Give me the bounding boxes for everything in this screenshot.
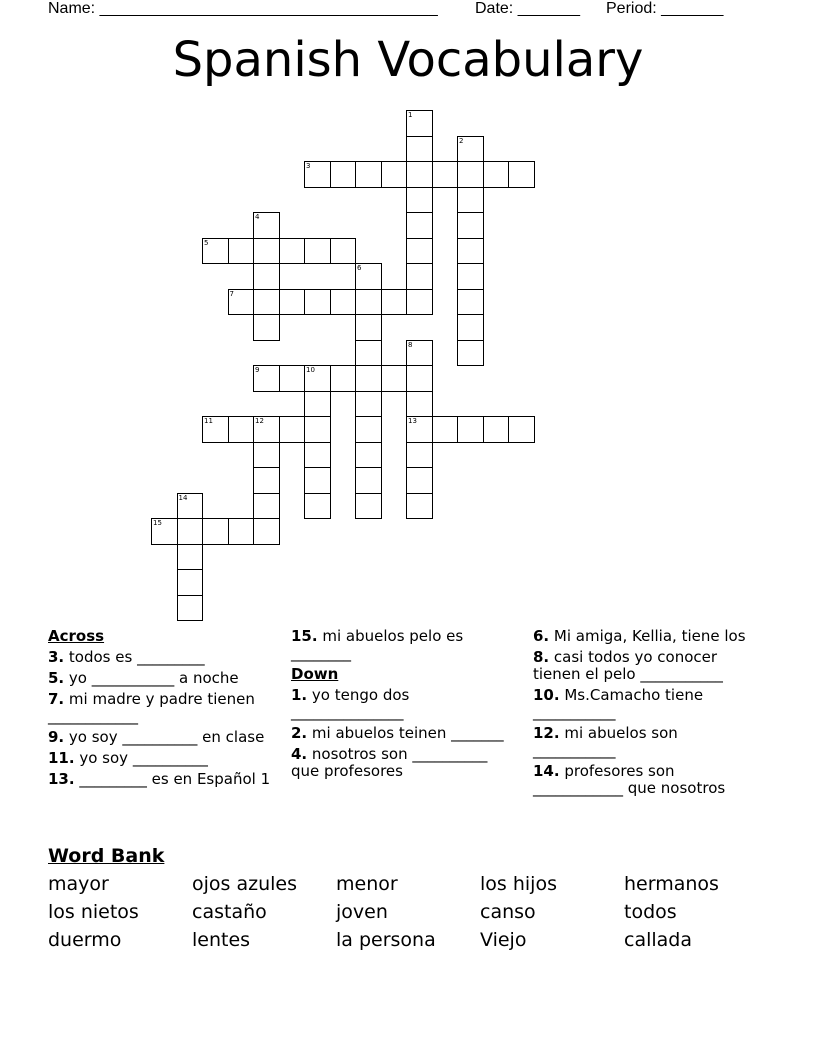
crossword-cell[interactable] bbox=[406, 238, 433, 265]
clue-number: 15. bbox=[291, 627, 318, 645]
crossword-cell[interactable] bbox=[330, 289, 357, 316]
word-bank-item: Viejo bbox=[480, 929, 527, 951]
clue-item bbox=[48, 649, 276, 666]
crossword-cell[interactable] bbox=[406, 161, 433, 188]
crossword-cell[interactable] bbox=[355, 365, 382, 392]
clue-item bbox=[48, 729, 276, 746]
crossword-cell[interactable] bbox=[177, 595, 204, 622]
crossword-cell[interactable] bbox=[355, 161, 382, 188]
crossword-clue-number: 10 bbox=[306, 366, 315, 374]
across-heading: Across bbox=[48, 627, 105, 645]
clue-item bbox=[533, 687, 761, 721]
crossword-cell[interactable] bbox=[279, 416, 306, 443]
crossword-cell[interactable] bbox=[355, 493, 382, 520]
clue-text: yo ___________ a noche bbox=[68, 669, 239, 687]
period-field-label: Period: _______ bbox=[606, 0, 724, 17]
word-bank-item: joven bbox=[336, 901, 388, 923]
name-field-label: Name: ______________________________________ bbox=[48, 0, 438, 17]
clue-item bbox=[48, 771, 276, 788]
clue-text: _________ es en Español 1 bbox=[79, 770, 271, 788]
crossword-cell[interactable] bbox=[304, 416, 331, 443]
crossword-cell[interactable] bbox=[304, 442, 331, 469]
crossword-cell[interactable] bbox=[202, 518, 229, 545]
crossword-cell[interactable] bbox=[304, 467, 331, 494]
crossword-cell[interactable] bbox=[457, 212, 484, 239]
word-bank-item: duermo bbox=[48, 929, 122, 951]
crossword-cell[interactable] bbox=[406, 289, 433, 316]
crossword-cell[interactable] bbox=[330, 161, 357, 188]
crossword-cell[interactable] bbox=[406, 263, 433, 290]
crossword-clue-number: 7 bbox=[229, 289, 234, 298]
crossword-cell[interactable] bbox=[432, 416, 459, 443]
clue-text: casi todos yo conocer tienen el pelo ___________ bbox=[533, 648, 723, 683]
crossword-cell[interactable] bbox=[406, 136, 433, 163]
crossword-cell[interactable] bbox=[228, 416, 255, 443]
crossword-cell[interactable] bbox=[253, 263, 280, 290]
word-bank-item: hermanos bbox=[624, 873, 719, 895]
clue-number: 14. bbox=[533, 762, 560, 780]
clue-item bbox=[533, 725, 761, 759]
crossword-cell[interactable] bbox=[457, 314, 484, 341]
word-bank-item: canso bbox=[480, 901, 536, 923]
word-bank-item: menor bbox=[336, 873, 398, 895]
down-heading: Down bbox=[291, 665, 339, 683]
clue-item bbox=[291, 746, 513, 780]
clue-number: 1. bbox=[291, 686, 308, 704]
clue-item bbox=[48, 670, 276, 687]
crossword-clue-number: 1 bbox=[408, 111, 413, 119]
crossword-clue-number: 12 bbox=[255, 417, 264, 425]
crossword-cell[interactable] bbox=[355, 340, 382, 367]
word-bank-item: los nietos bbox=[48, 901, 139, 923]
crossword-cell[interactable] bbox=[330, 238, 357, 265]
clue-text: Ms.Camacho tiene ___________ bbox=[533, 686, 704, 721]
crossword-cell[interactable] bbox=[253, 493, 280, 520]
clue-item bbox=[291, 687, 513, 721]
crossword-cell[interactable] bbox=[457, 161, 484, 188]
clues-column-1 bbox=[48, 628, 276, 792]
crossword-cell[interactable] bbox=[457, 263, 484, 290]
crossword-cell[interactable] bbox=[406, 467, 433, 494]
crossword-cell[interactable] bbox=[457, 416, 484, 443]
word-bank-item: ojos azules bbox=[192, 873, 297, 895]
clue-number: 2. bbox=[291, 724, 308, 742]
crossword-cell[interactable] bbox=[253, 314, 280, 341]
crossword-cell[interactable] bbox=[253, 467, 280, 494]
crossword-cell[interactable] bbox=[279, 365, 306, 392]
crossword-cell[interactable] bbox=[457, 289, 484, 316]
crossword-clue-number: 4 bbox=[255, 213, 260, 221]
clue-number: 12. bbox=[533, 724, 560, 742]
crossword-cell[interactable] bbox=[406, 212, 433, 239]
crossword-cell[interactable] bbox=[228, 238, 255, 265]
clue-number: 8. bbox=[533, 648, 550, 666]
clue-text: mi abuelos pelo es ________ bbox=[291, 627, 464, 662]
crossword-clue-number: 5 bbox=[204, 238, 209, 247]
word-bank bbox=[48, 872, 788, 952]
clue-text: todos es _________ bbox=[68, 648, 205, 666]
crossword-cell[interactable] bbox=[253, 518, 280, 545]
crossword-cell[interactable] bbox=[330, 365, 357, 392]
clue-item bbox=[48, 750, 276, 767]
clue-number: 4. bbox=[291, 745, 308, 763]
crossword-cell[interactable] bbox=[228, 518, 255, 545]
word-bank-item: callada bbox=[624, 929, 692, 951]
clue-text: profesores son ____________ que nosotros bbox=[533, 762, 726, 797]
crossword-clue-number: 11 bbox=[204, 417, 213, 425]
crossword-clue-number: 14 bbox=[178, 493, 188, 502]
crossword-cell[interactable] bbox=[355, 289, 382, 316]
crossword-cell[interactable] bbox=[483, 161, 510, 188]
word-bank-item: la persona bbox=[336, 929, 436, 951]
crossword-clue-number: 9 bbox=[255, 366, 260, 374]
crossword-clue-number: 8 bbox=[408, 340, 413, 349]
crossword-cell[interactable] bbox=[304, 391, 331, 418]
word-bank-item: lentes bbox=[192, 929, 251, 951]
crossword-cell[interactable] bbox=[406, 365, 433, 392]
crossword-cell[interactable] bbox=[355, 391, 382, 418]
crossword-cell[interactable] bbox=[457, 238, 484, 265]
crossword-cell[interactable] bbox=[253, 289, 280, 316]
clue-number: 6. bbox=[533, 627, 550, 645]
crossword-cell[interactable] bbox=[355, 416, 382, 443]
clue-item bbox=[533, 628, 761, 645]
crossword-cell[interactable] bbox=[177, 518, 204, 545]
clue-number: 7. bbox=[48, 690, 65, 708]
crossword-cell[interactable] bbox=[457, 340, 484, 367]
word-bank-item: los hijos bbox=[480, 873, 557, 895]
crossword-cell[interactable] bbox=[177, 544, 204, 571]
crossword-cell[interactable] bbox=[406, 187, 433, 214]
word-bank-title: Word Bank bbox=[48, 845, 165, 867]
crossword-cell[interactable] bbox=[381, 365, 408, 392]
clue-text: yo soy __________ en clase bbox=[68, 728, 265, 746]
clue-number: 13. bbox=[48, 770, 75, 788]
crossword-cell[interactable] bbox=[304, 289, 331, 316]
clue-text: Mi amiga, Kellia, tiene los bbox=[553, 627, 746, 645]
crossword-cell[interactable] bbox=[483, 416, 510, 443]
crossword-cell[interactable] bbox=[406, 391, 433, 418]
clues-column-3 bbox=[533, 628, 761, 801]
clue-text: mi madre y padre tienen ____________ bbox=[48, 690, 255, 725]
crossword-clue-number: 6 bbox=[357, 264, 362, 272]
clues-column-2 bbox=[291, 628, 513, 784]
crossword-cell[interactable] bbox=[355, 442, 382, 469]
crossword-clue-number: 15 bbox=[153, 519, 162, 527]
clue-item bbox=[291, 628, 513, 662]
crossword-cell[interactable] bbox=[508, 161, 535, 188]
clue-number: 5. bbox=[48, 669, 65, 687]
crossword-cell[interactable] bbox=[304, 493, 331, 520]
crossword-cell[interactable] bbox=[279, 238, 306, 265]
date-field-label: Date: _______ bbox=[475, 0, 580, 17]
crossword-cell[interactable] bbox=[304, 238, 331, 265]
word-bank-item: castaño bbox=[192, 901, 267, 923]
crossword-clue-number: 2 bbox=[459, 136, 464, 145]
crossword-cell[interactable] bbox=[177, 569, 204, 596]
crossword-cell[interactable] bbox=[508, 416, 535, 443]
clue-item bbox=[533, 763, 761, 797]
page-title: Spanish Vocabulary bbox=[172, 32, 644, 88]
crossword-cell[interactable] bbox=[279, 289, 306, 316]
crossword-cell[interactable] bbox=[381, 289, 408, 316]
crossword-cell[interactable] bbox=[406, 493, 433, 520]
clue-number: 9. bbox=[48, 728, 65, 746]
crossword-cell[interactable] bbox=[253, 238, 280, 265]
crossword-cell[interactable] bbox=[457, 187, 484, 214]
clue-number: 11. bbox=[48, 749, 75, 767]
clue-text: mi abuelos teinen _______ bbox=[311, 724, 504, 742]
crossword-cell[interactable] bbox=[253, 442, 280, 469]
clue-item bbox=[533, 649, 761, 683]
clue-item bbox=[48, 691, 276, 725]
clue-text: mi abuelos son ___________ bbox=[533, 724, 678, 759]
clue-item bbox=[291, 725, 513, 742]
crossword-cell[interactable] bbox=[432, 161, 459, 188]
crossword-clue-number: 13 bbox=[408, 417, 417, 425]
clue-number: 10. bbox=[533, 686, 560, 704]
word-bank-item: mayor bbox=[48, 873, 109, 895]
crossword-cell[interactable] bbox=[355, 314, 382, 341]
clue-text: yo soy __________ bbox=[79, 749, 208, 767]
clue-text: yo tengo dos _______________ bbox=[291, 686, 410, 721]
clue-text: nosotros son __________ que profesores bbox=[291, 745, 488, 780]
clue-number: 3. bbox=[48, 648, 65, 666]
crossword-clue-number: 3 bbox=[306, 162, 311, 170]
crossword-cell[interactable] bbox=[406, 442, 433, 469]
word-bank-item: todos bbox=[624, 901, 677, 923]
crossword-cell[interactable] bbox=[355, 467, 382, 494]
crossword-cell[interactable] bbox=[381, 161, 408, 188]
